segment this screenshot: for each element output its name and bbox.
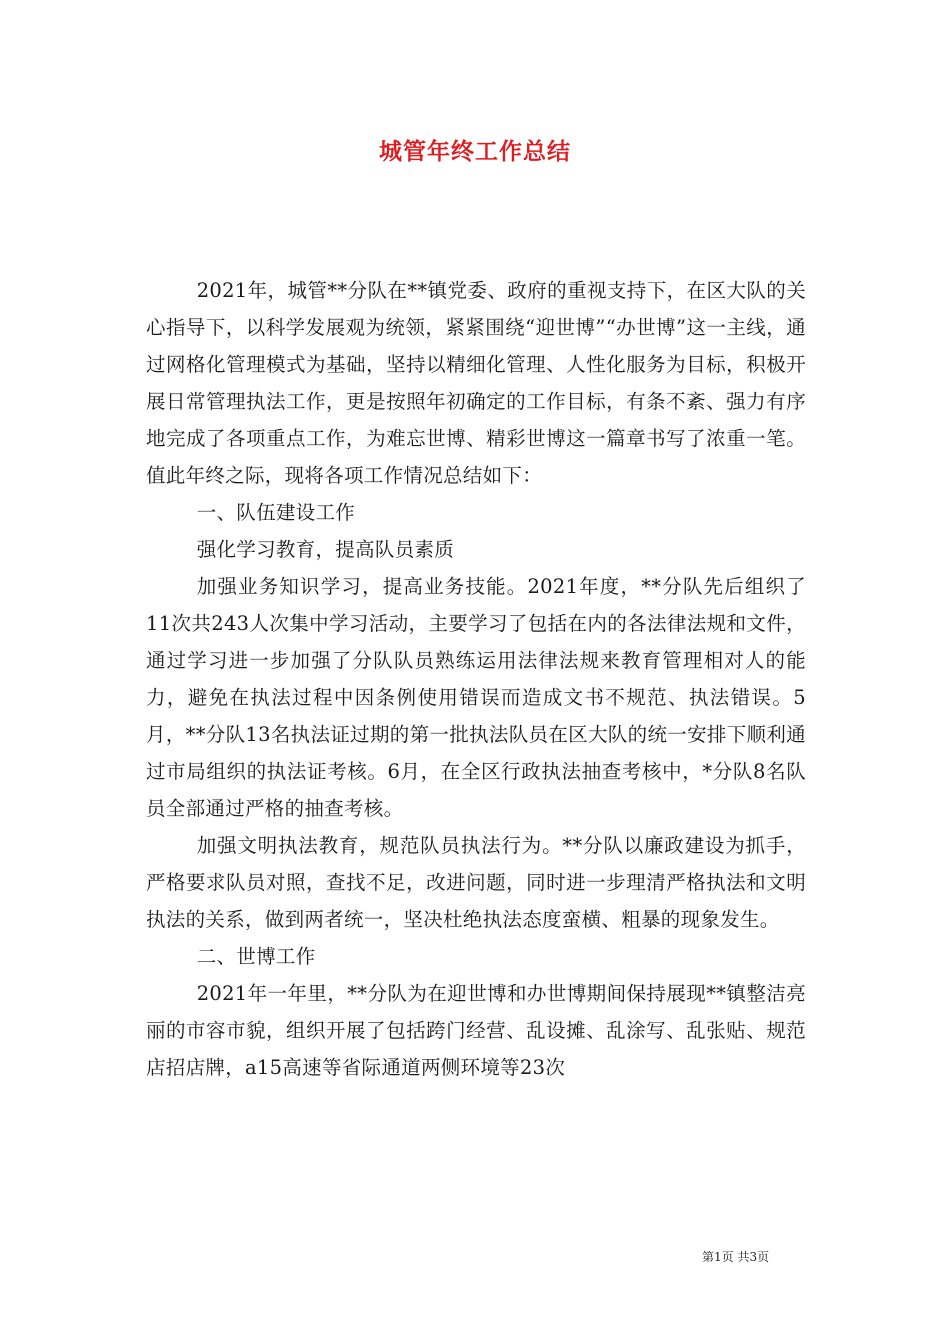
section-heading-expo: 二、世博工作	[196, 945, 316, 968]
document-title: 城管年终工作总结	[379, 138, 571, 165]
paragraph-expo-work: 2021年一年里，**分队为在迎世博和办世博期间保持展现**镇整洁亮丽的市容市貌，组织开展了包括跨门经营、乱设摊、乱涂写、乱张贴、规范店招店牌，a15高速等省际通道两侧环境等23次	[146, 982, 806, 1079]
paragraph-business-study: 加强业务知识学习，提高业务技能。2021年度，**分队先后组织了11次共243人次集中学习活动，主要学习了包括在内的各法律法规和文件，通过学习进一步加强了分队队员熟练运用法律法规来教育管理相对人的能力，避免在执法过程中因条例使用错误而造成文书不规范、执法错误。5月，**分队13名执法证过期的第一批执法队员在区大队的统一安排下顺利通过市局组织的执法证考核。6月，在全区行政执法抽查考核中，*分队8名队员全部通过严格的抽查考核。	[146, 575, 806, 820]
section-heading-team-building: 一、队伍建设工作	[196, 501, 356, 524]
page-number: 第1页 共3页	[702, 1250, 770, 1264]
subsection-heading-study: 强化学习教育，提高队员素质	[196, 538, 455, 561]
document-body	[146, 272, 806, 1086]
paragraph-civil-enforcement: 加强文明执法教育，规范队员执法行为。**分队以廉政建设为抓手，严格要求队员对照，查找不足，改进问题，同时进一步理清严格执法和文明执法的关系，做到两者统一，坚决杜绝执法态度蛮横、粗暴的现象发生。	[146, 834, 806, 931]
paragraph-intro: 2021年，城管**分队在**镇党委、政府的重视支持下，在区大队的关心指导下，以科学发展观为统领，紧紧围绕“迎世博”“办世博”这一主线，通过网格化管理模式为基础，坚持以精细化管理、人性化服务为目标，积极开展日常管理执法工作，更是按照年初确定的工作目标，有条不紊、强力有序地完成了各项重点工作，为难忘世博、精彩世博这一篇章书写了浓重一笔。值此年终之际，现将各项工作情况总结如下：	[146, 279, 806, 487]
